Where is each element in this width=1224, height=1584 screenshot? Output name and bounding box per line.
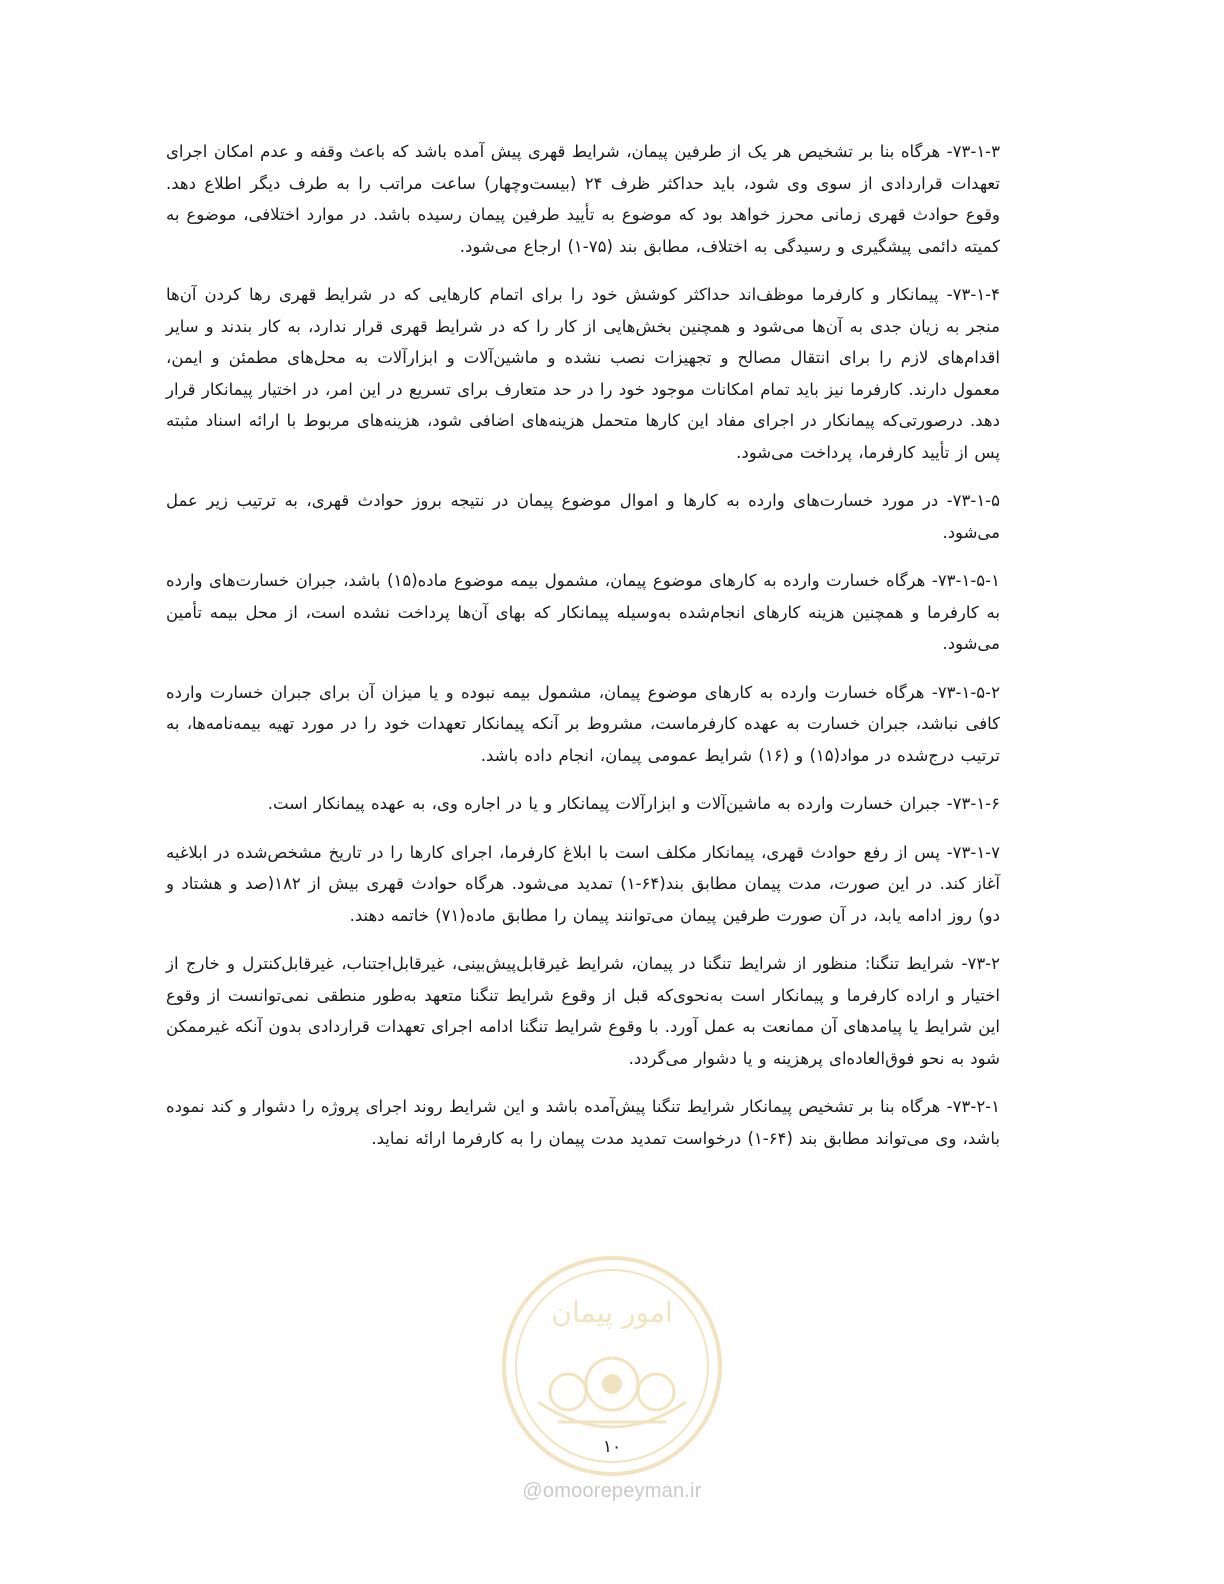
paragraph-73-1-7: ۷۳-۱-۷- پس از رفع حوادث قهری، پیمانکار مکلف است با ابلاغ کارفرما، اجرای کارها را در تاریخ مشخص‌شده در ابلاغیه آغاز کند. در این صورت، مدت پیمان مطابق بند(۶۴-۱) تمدید می‌شود. هرگاه حوادث قهری بیش از ۱۸۲(صد و هشتاد و دو) روز ادامه یابد، در آن صورت طرفین پیمان می‌توانند پیمان را مطابق ماده(۷۱) خاتمه دهند. [166,842,1001,925]
paragraph-73-1-5-2: ۷۳-۱-۵-۲- هرگاه خسارت وارده به کارهای موضوع پیمان، مشمول بیمه نبوده و یا میزان آن برای جبران خسارت وارده کافی نباشد، جبران خسارت به عهده کارفرماست، مشروط بر آنکه پیمانکار تعهدات خود را در مورد تهیه بیمه‌نامه‌ها، به ترتیب درج‌شده در مواد(۱۵) و (۱۶) شرایط عمومی پیمان، انجام داده باشد. [166,682,1000,765]
paragraph-73-1-6: ۷۳-۱-۶- جبران خسارت وارده به ماشین‌آلات و ابزارآلات پیمانکار و یا در اجاره وی، به عهده پیمانکار است. [267,794,1000,813]
watermark-logo-text: امور پیمان [551,1296,673,1329]
paragraph-73-2-1: ۷۳-۲-۱- هرگاه بنا بر تشخیص پیمانکار شرایط تنگنا پیش‌آمده باشد و این شرایط روند اجرای پروژه را دشوار و کند نموده باشد، وی می‌تواند مطابق بند (۶۴-۱) درخواست تمدید مدت پیمان را به کارفرما ارائه نماید. [166,1097,1000,1148]
site-watermark: @omoorepeyman.ir [522,1480,702,1502]
document-body [166,136,1000,1171]
paragraph-73-1-5: ۷۳-۱-۵- در مورد خسارت‌های وارده به کارها و اموال موضوع پیمان در نتیجه بروز حوادث قهری، به ترتیب زیر عمل می‌شود. [166,491,1000,542]
paragraph-73-1-4: ۷۳-۱-۴- پیمانکار و کارفرما موظف‌اند حداکثر کوشش خود را برای اتمام کارهایی که در شرایط قهری رها کردن آن‌ها منجر به زیان جدی به آن‌ها می‌شود و همچنین بخش‌هایی از کار را که در شرایط قهری قرار ندارد، به کار بندند و سایر اقدام‌های لازم را برای انتقال مصالح و تجهیزات نصب نشده و ماشین‌آلات و ابزارآلات به محل‌های مطمئن و ایمن، معمول دارند. کارفرما نیز باید تمام امکانات موجود خود را در حد متعارف برای تسریع در این امر، در اختیار پیمانکار قرار دهد. درصورتی‌که پیمانکار در اجرای مفاد این کارها متحمل هزینه‌های اضافی شود، هزینه‌های مربوط با ارائه اسناد مثبته پس از تأیید کارفرما، پرداخت می‌شود. [166,285,1000,462]
paragraph-73-1-5-1: ۷۳-۱-۵-۱- هرگاه خسارت وارده به کارهای موضوع پیمان، مشمول بیمه موضوع ماده(۱۵) باشد، جبران خسارت‌های وارده به کارفرما و همچنین هزینه کارهای انجام‌شده به‌وسیله پیمانکار که بهای آن‌ها پرداخت نشده است، از محل بیمه تأمین می‌شود. [166,571,1000,653]
page-number: ۱۰ [602,1437,622,1457]
paragraph-73-2: ۷۳-۲- شرایط تنگنا: منظور از شرایط تنگنا در پیمان، شرایط غیرقابل‌پیش‌بینی، غیرقابل‌اجتناب، غیرقابل‌کنترل و خارج از اختیار و اراده کارفرما و پیمانکار است به‌نحوی‌که قبل از وقوع شرایط تنگنا متعهد به‌طور منطقی نمی‌توانست از وقوع این شرایط یا پیامدهای آن ممانعت به عمل آورد. با وقوع شرایط تنگنا ادامه اجرای تعهدات قراردادی بدون آنکه غیرممکن شود به نحو فوق‌العاده‌ای پرهزینه و یا دشوار می‌گردد. [166,954,1000,1068]
paragraph-73-1-3: ۷۳-۱-۳- هرگاه بنا بر تشخیص هر یک از طرفین پیمان، شرایط قهری پیش آمده باشد که باعث وقفه و عدم امکان اجرای تعهدات قراردادی از سوی وی شود، باید حداکثر ظرف ۲۴ (بیست‌وچهار) ساعت مراتب را به طرف دیگر اطلاع دهد. وقوع حوادث قهری زمانی محرز خواهد بود که موضوع به تأیید طرفین پیمان رسیده باشد. در موارد اختلافی، موضوع به کمیته دائمی پیشگیری و رسیدگی به اختلاف، مطابق بند (۷۵-۱) ارجاع می‌شود. [166,142,1000,256]
